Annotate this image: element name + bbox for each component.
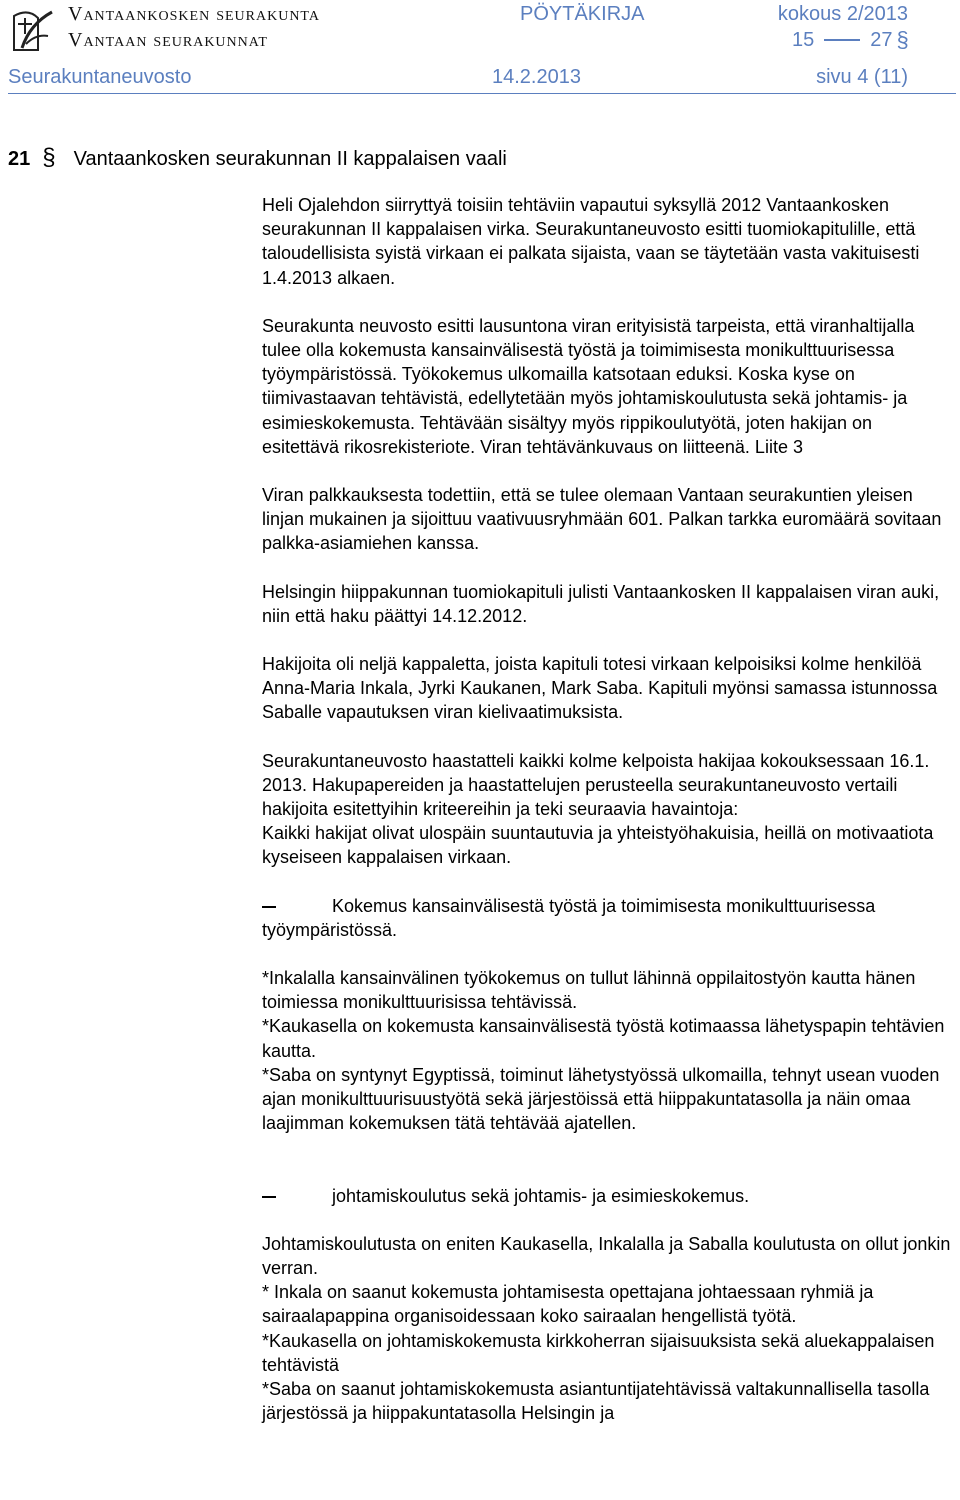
dash-bullet-icon bbox=[262, 906, 276, 908]
criterion-block bbox=[262, 894, 952, 1136]
criterion-heading bbox=[262, 894, 952, 942]
paragraph: Viran palkkauksesta todettiin, että se tulee olemaan Vantaan seurakuntien yleisen linjan mukainen ja sijoittuu vaativuusryhmään 601. Palkan tarkka euromäärä sovitaan palkka-asiamiehen kanssa. bbox=[262, 485, 942, 554]
section-title: Vantaankosken seurakunnan II kappalaisen vaali bbox=[73, 148, 507, 170]
paragraph-range-start: 15 bbox=[792, 28, 815, 51]
spacer bbox=[262, 1160, 952, 1184]
header-divider bbox=[8, 93, 956, 94]
criterion-heading-text: johtamiskoulutus sekä johtamis- ja esimieskokemus. bbox=[332, 1185, 750, 1206]
section-sign-icon: § bbox=[42, 144, 56, 171]
section-heading bbox=[8, 144, 507, 172]
document-body bbox=[262, 193, 952, 1425]
section-sign-icon: § bbox=[896, 27, 909, 52]
meeting-number: kokous 2/2013 bbox=[777, 3, 908, 25]
paragraph-range-end: 27 bbox=[870, 28, 893, 51]
governing-body: Seurakuntaneuvosto bbox=[8, 66, 192, 88]
criterion-heading bbox=[262, 1184, 952, 1208]
meeting-date: 14.2.2013 bbox=[492, 66, 581, 88]
organization-name: Vantaankosken seurakunta bbox=[68, 3, 320, 25]
spacer bbox=[262, 1136, 952, 1160]
dash-bullet-icon bbox=[262, 1196, 276, 1198]
paragraph: Seurakunta neuvosto esitti lausuntona viran erityisistä tarpeista, että viranhaltijalla tulee olla kokemusta kansainvälisestä työstä ja toimimisesta monikulttuurisessa työympäristössä. Työkokemus ulkomailla katsotaan eduksi. Koska kyse on tiimivastaavan tehtävistä, edellytetään myös johtamiskoulutusta sekä johtamis- ja esimieskokemusta. Tehtävään sisältyy myös rippikoulutyötä, joten hakijan on esitettävä rikosrekisteriote. Viran tehtävänkuvaus on liitteenä. Liite 3 bbox=[262, 315, 915, 457]
paragraph: Kaikki hakijat olivat ulospäin suuntautuvia ja yhteistyöhakuisia, heillä on motivaatiota kyseiseen kappalaisen virkaan. bbox=[262, 823, 934, 868]
page-number: sivu 4 (11) bbox=[816, 66, 908, 88]
criterion-note: *Saba on syntynyt Egyptissä, toiminut lähetystyössä ulkomailla, tehnyt usean vuoden ajan monikulttuurisuustyötä sekä järjestöissä että hiippakuntatasolla ja näin omaa laajimman kokemuksen tätä tehtävää ajatellen. bbox=[262, 1064, 940, 1134]
criterion-note: *Inkalalla kansainvälinen työkokemus on tullut lähinnä oppilaitostyön kautta hänen toimiessa monikulttuurisissa tehtävissä. bbox=[262, 968, 916, 1013]
criterion-note: *Kaukasella on kokemusta kansainvälisestä työstä kotimaassa lähetyspapin tehtävien kautta. bbox=[262, 1016, 945, 1061]
section-number: 21 bbox=[8, 148, 31, 170]
paragraph: Heli Ojalehdon siirryttyä toisiin tehtäviin vapautui syksyllä 2012 Vantaankosken seurakunnan II kappalaisen virka. Seurakuntaneuvosto esitti tuomiokapitulille, että taloudellisista syistä virkaan ei palkata sijaista, vaan se täytetään vasta vakituisesti 1.4.2013 alkaen. bbox=[262, 195, 920, 288]
paragraph-range bbox=[792, 27, 909, 53]
criterion-heading-text: Kokemus kansainvälisestä työstä ja toimimisesta monikulttuurisessa työympäristössä. bbox=[262, 895, 876, 940]
criterion-block bbox=[262, 1184, 952, 1426]
church-emblem-icon bbox=[8, 4, 60, 56]
page-header bbox=[0, 0, 960, 96]
document-type: PÖYTÄKIRJA bbox=[520, 3, 645, 25]
criterion-note: *Saba on saanut johtamiskokemusta asiantuntijatehtävissä valtakunnallisella tasolla järjestössä ja hiippakuntatasolla Helsingin ja bbox=[262, 1378, 930, 1424]
criterion-note: *Kaukasella on johtamiskokemusta kirkkoherran sijaisuuksista sekä aluekappalaisen tehtävistä bbox=[262, 1330, 935, 1375]
paragraph: Seurakuntaneuvosto haastatteli kaikki kolme kelpoista hakijaa kokouksessaan 16.1. 2013. Hakupapereiden ja haastattelujen perusteella seurakuntaneuvosto vertaili hakijoita esitettyihin kriteereihin ja teki seuraavia havaintoja: bbox=[262, 750, 930, 820]
criterion-note: Johtamiskoulutusta on eniten Kaukasella, Inkalalla ja Saballa koulutusta on ollut jonkin verran. bbox=[262, 1233, 951, 1278]
criterion-note: * Inkala on saanut kokemusta johtamisesta opettajana johtaessaan ryhmiä ja sairaalapappina organisoidessaan koko sairaalan hengellistä työtä. bbox=[262, 1282, 874, 1327]
range-dash bbox=[824, 39, 860, 41]
paragraph: Hakijoita oli neljä kappaletta, joista kapituli totesi virkaan kelpoisiksi kolme henkilöä Anna-Maria Inkala, Jyrki Kaukanen, Mark Saba. Kapituli myönsi samassa istunnossa Saballe vapautuksen viran kielivaatimuksista. bbox=[262, 654, 938, 723]
organization-group: Vantaan seurakunnat bbox=[68, 29, 268, 51]
paragraph: Helsingin hiippakunnan tuomiokapituli julisti Vantaankosken II kappalaisen viran auki, niin että haku päättyi 14.12.2012. bbox=[262, 581, 940, 626]
